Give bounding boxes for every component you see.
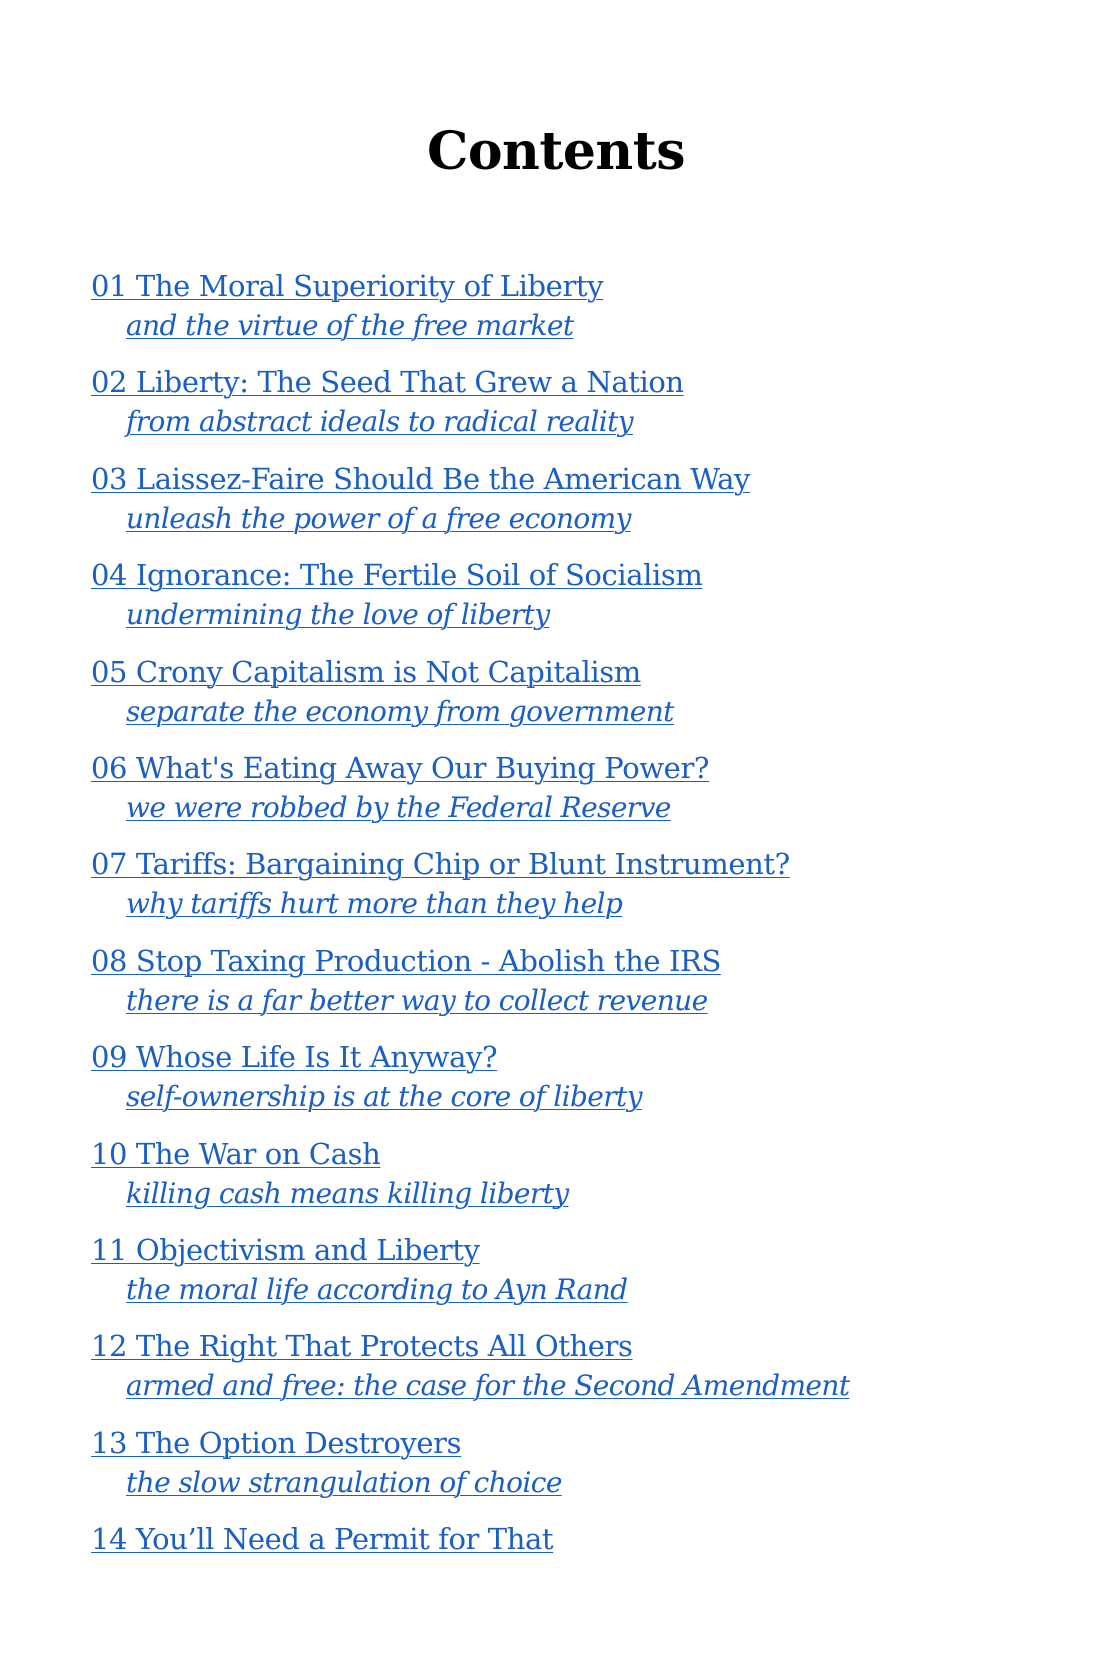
- toc-entry: [91, 941, 1071, 1037]
- toc-chapter-link[interactable]: 11 Objectivism and Liberty: [91, 1232, 480, 1267]
- toc-chapter-subtitle-link[interactable]: killing cash means killing liberty: [126, 1176, 569, 1210]
- toc-chapter-subtitle-link[interactable]: unleash the power of a free economy: [126, 501, 631, 535]
- toc-entry: [91, 1037, 1071, 1133]
- toc-chapter-link[interactable]: 08 Stop Taxing Production - Abolish the IRS: [91, 943, 721, 978]
- toc-entry: [91, 362, 1071, 458]
- toc-chapter-subtitle-link[interactable]: and the virtue of the free market: [126, 309, 574, 342]
- toc-chapter-subtitle-link[interactable]: separate the economy from government: [126, 694, 674, 728]
- toc-chapter-link[interactable]: 12 The Right That Protects All Others: [91, 1329, 633, 1364]
- toc-entry: [91, 748, 1071, 844]
- toc-chapter-subtitle-link[interactable]: the slow strangulation of choice: [126, 1465, 562, 1499]
- toc-chapter-subtitle-link[interactable]: from abstract ideals to radical reality: [126, 405, 634, 439]
- toc-entry: [91, 1519, 1071, 1615]
- toc-chapter-subtitle-link[interactable]: armed and free: the case for the Second Amendment: [126, 1369, 850, 1403]
- toc-chapter-link[interactable]: 03 Laissez-Faire Should Be the American Way: [91, 461, 750, 496]
- toc-entry: [91, 1423, 1071, 1519]
- toc-entry: [91, 1230, 1071, 1326]
- toc-entry: [91, 459, 1071, 555]
- toc-chapter-subtitle-link[interactable]: self-ownership is at the core of liberty: [126, 1080, 642, 1114]
- toc-chapter-link[interactable]: 04 Ignorance: The Fertile Soil of Socialism: [91, 558, 703, 593]
- toc-entry: [91, 844, 1071, 940]
- toc-chapter-link[interactable]: 09 Whose Life Is It Anyway?: [91, 1040, 498, 1075]
- toc-chapter-link[interactable]: 10 The War on Cash: [91, 1136, 381, 1171]
- toc-chapter-subtitle-link[interactable]: we were robbed by the Federal Reserve: [126, 790, 671, 824]
- toc-chapter-subtitle-link[interactable]: the moral life according to Ayn Rand: [126, 1272, 628, 1306]
- toc-chapter-link[interactable]: 01 The Moral Superiority of Liberty: [91, 269, 604, 303]
- toc-entry: [91, 652, 1071, 748]
- toc-chapter-subtitle-link[interactable]: there is a far better way to collect revenue: [126, 983, 708, 1017]
- toc-chapter-link[interactable]: 07 Tariffs: Bargaining Chip or Blunt Instrument?: [91, 847, 790, 882]
- page-title: Contents: [426, 121, 686, 182]
- toc-chapter-link[interactable]: 05 Crony Capitalism is Not Capitalism: [91, 654, 641, 689]
- toc-entry: [91, 555, 1071, 651]
- toc-chapter-subtitle-link[interactable]: undermining the love of liberty: [126, 598, 550, 632]
- table-of-contents: [91, 266, 1071, 1615]
- toc-chapter-link[interactable]: 06 What's Eating Away Our Buying Power?: [91, 750, 710, 785]
- toc-chapter-link[interactable]: 14 You’ll Need a Permit for That: [91, 1522, 554, 1557]
- toc-chapter-link[interactable]: 02 Liberty: The Seed That Grew a Nation: [91, 365, 684, 400]
- toc-chapter-subtitle-link[interactable]: why tariffs hurt more than they help: [126, 887, 623, 921]
- toc-entry: [91, 1134, 1071, 1230]
- toc-chapter-link[interactable]: 13 The Option Destroyers: [91, 1425, 462, 1460]
- toc-entry: [91, 266, 1071, 362]
- toc-entry: [91, 1326, 1071, 1422]
